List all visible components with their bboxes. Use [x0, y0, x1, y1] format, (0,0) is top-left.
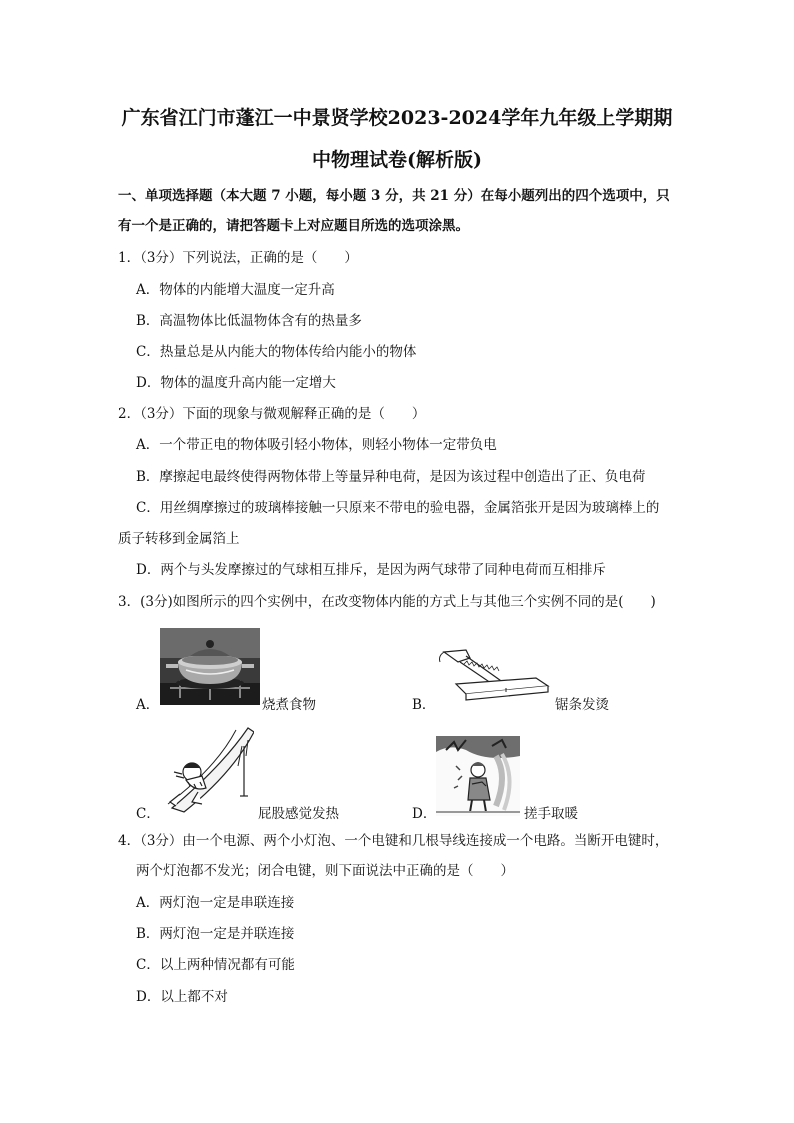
- question-4-stem-line-2: 两个灯泡都不发光；闭合电键，则下面说法中正确的是（ ）: [136, 863, 514, 879]
- question-2-option-c-continued: 质子转移到金属箔上: [118, 531, 240, 547]
- question-3-stem: 3．(3分)如图所示的四个实例中，在改变物体内能的方式上与其他三个实例不同的是( ): [118, 594, 656, 610]
- section-instruction-line-2: 有一个是正确的，请把答题卡上对应题目所选的选项涂黑。: [118, 218, 469, 234]
- question-1-option-d: D．物体的温度升高内能一定增大: [136, 375, 336, 391]
- question-2-option-b: B．摩擦起电最终使得两物体带上等量异种电荷，是因为该过程中创造出了正、负电荷: [136, 469, 646, 485]
- figure-a-caption: 烧煮食物: [262, 697, 316, 713]
- section-instruction-line-1: 一、单项选择题（本大题 7 小题，每小题 3 分，共 21 分）在每小题列出的四个选项中，只: [118, 188, 670, 204]
- saw-cutting-wood-icon: [436, 648, 550, 710]
- question-4-option-c: C．以上两种情况都有可能: [136, 957, 295, 973]
- question-2-option-d: D．两个与头发摩擦过的气球相互排斥，是因为两气球带了同种电荷而互相排斥: [136, 562, 606, 578]
- question-4-option-d: D．以上都不对: [136, 989, 228, 1005]
- question-1-option-a: A．物体的内能增大温度一定升高: [136, 282, 335, 298]
- figure-a-label: A．: [136, 697, 160, 713]
- figure-c-label: C．: [136, 806, 160, 822]
- question-1-option-c: C．热量总是从内能大的物体传给内能小的物体: [136, 344, 417, 360]
- person-rubbing-hands-icon: [436, 736, 520, 816]
- question-2-option-a: A．一个带正电的物体吸引轻小物体，则轻小物体一定带负电: [136, 437, 497, 453]
- question-4-option-b: B．两灯泡一定是并联连接: [136, 926, 295, 942]
- figure-b-caption: 锯条发烫: [555, 697, 609, 713]
- question-4-stem-line-1: 4．（3分）由一个电源、两个小灯泡、一个电键和几根导线连接成一个电路。当断开电键时，: [118, 833, 669, 849]
- figure-d-label: D．: [412, 806, 437, 822]
- pot-on-stove-photo-icon: [160, 628, 260, 705]
- exam-title-line-1: 广东省江门市蓬江一中景贤学校2023-2024学年九年级上学期期: [121, 107, 673, 129]
- child-on-slide-icon: [162, 726, 254, 814]
- figure-d-caption: 搓手取暖: [524, 806, 578, 822]
- question-1-stem: 1．（3分）下列说法，正确的是（ ）: [118, 250, 358, 266]
- question-4-option-a: A．两灯泡一定是串联连接: [136, 895, 295, 911]
- exam-title-line-2: 中物理试卷(解析版): [312, 149, 482, 171]
- question-2-stem: 2．（3分）下面的现象与微观解释正确的是（ ）: [118, 406, 426, 422]
- figure-c-caption: 屁股感觉发热: [258, 806, 339, 822]
- figure-b-label: B．: [412, 697, 436, 713]
- question-2-option-c: C．用丝绸摩擦过的玻璃棒接触一只原来不带电的验电器，金属箔张开是因为玻璃棒上的: [136, 500, 660, 516]
- question-1-option-b: B．高温物体比低温物体含有的热量多: [136, 313, 362, 329]
